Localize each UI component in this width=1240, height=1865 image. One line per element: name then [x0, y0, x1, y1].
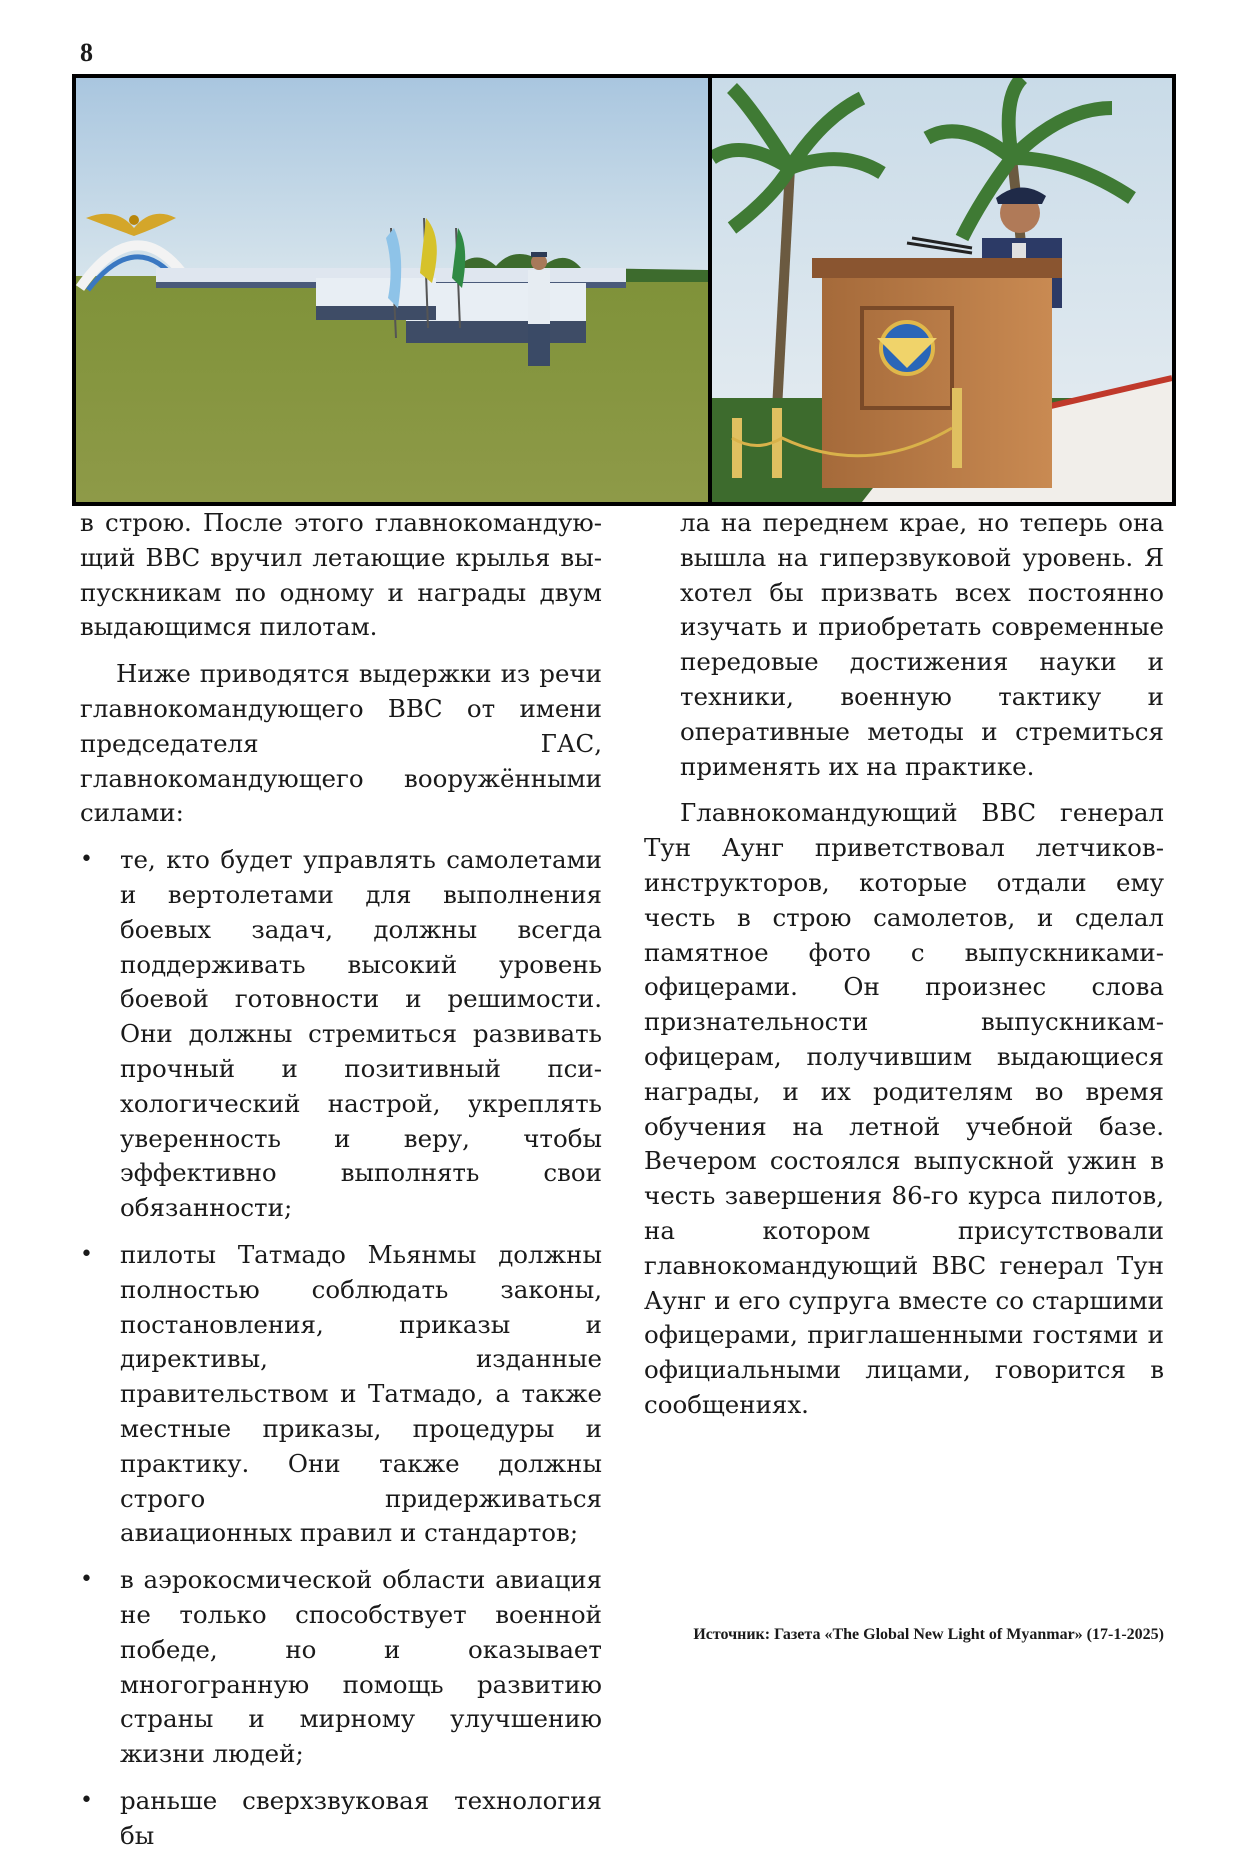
list-item: • те, кто будет управлять самолетами и вертолетами для выполнения боевых задач, должны всегда поддерживать высокий уровень боевой готовности и решимости. Они должны стремиться развивать прочный и позитивный психологический настрой, укреплять уверенность и веру, чтобы эффективно выполнять свои обязанности; [80, 843, 602, 1226]
paragraph: ла на переднем крае, но теперь она вышла на гиперзвуковой уровень. Я хотел бы призвать всех постоянно изучать и приобретать современные передовые достижения науки и техники, военную тактику и оперативные методы и стремиться применять их на практике. [680, 508, 1164, 781]
speech-photo-icon [712, 78, 1172, 502]
paragraph: в строю. После этого главнокомандующий ВВС вручил летающие крылья выпускникам по одному и награды двум выдающимся пилотам. [80, 508, 602, 642]
list-item: • пилоты Татмадо Мьянмы должны полностью соблюдать законы, постановления, приказы и директивы, изданные правительством и Татмадо, а также местные приказы, процедуры и практику. Они также должны строго придерживаться авиационных правил и стандартов; [80, 1238, 602, 1551]
page-number: 8 [80, 38, 93, 67]
parade-ground-photo [76, 78, 712, 502]
paragraph: Ниже приводятся выдержки из речи главнокомандующего ВВС от имени председателя ГАС, главнокомандующего вооружёнными силами: [80, 659, 602, 828]
paragraph: Главнокомандующий ВВС генерал Тун Аунг приветствовал летчиков-инструкторов, которые отдали ему честь в строю самолетов, и сделал памятное фото с выпускниками-офицерами. Он произнес слова признательности выпускникам-офицерам, получившим выдающиеся награды, и их родителям во время обучения на летной учебной базе. Вечером состоялся выпускной ужин в честь завершения 86-го курса пилотов, на котором присутствовали главнокомандующий ВВС генерал Тун Аунг и его супруга вместе со старшими офицерами, приглашенными гостями и официальными лицами, говорится в сообщениях. [644, 798, 1164, 1419]
source-citation: Источник: Газета «The Global New Light of Myanmar» (17-1-2025) [693, 1626, 1164, 1643]
commander-podium-photo [712, 78, 1172, 502]
parade-photo-icon [76, 78, 708, 502]
list-item: • раньше сверхзвуковая технология бы [80, 1784, 602, 1854]
right-column [644, 506, 1164, 1435]
bullet-list [80, 843, 602, 1853]
left-column [80, 506, 602, 1865]
list-item: • в аэрокосмической области авиация не только способствует военной победе, но и оказывает многогранную помощь развитию страны и мирному улучшению жизни людей; [80, 1563, 602, 1772]
photo-strip [72, 74, 1176, 506]
